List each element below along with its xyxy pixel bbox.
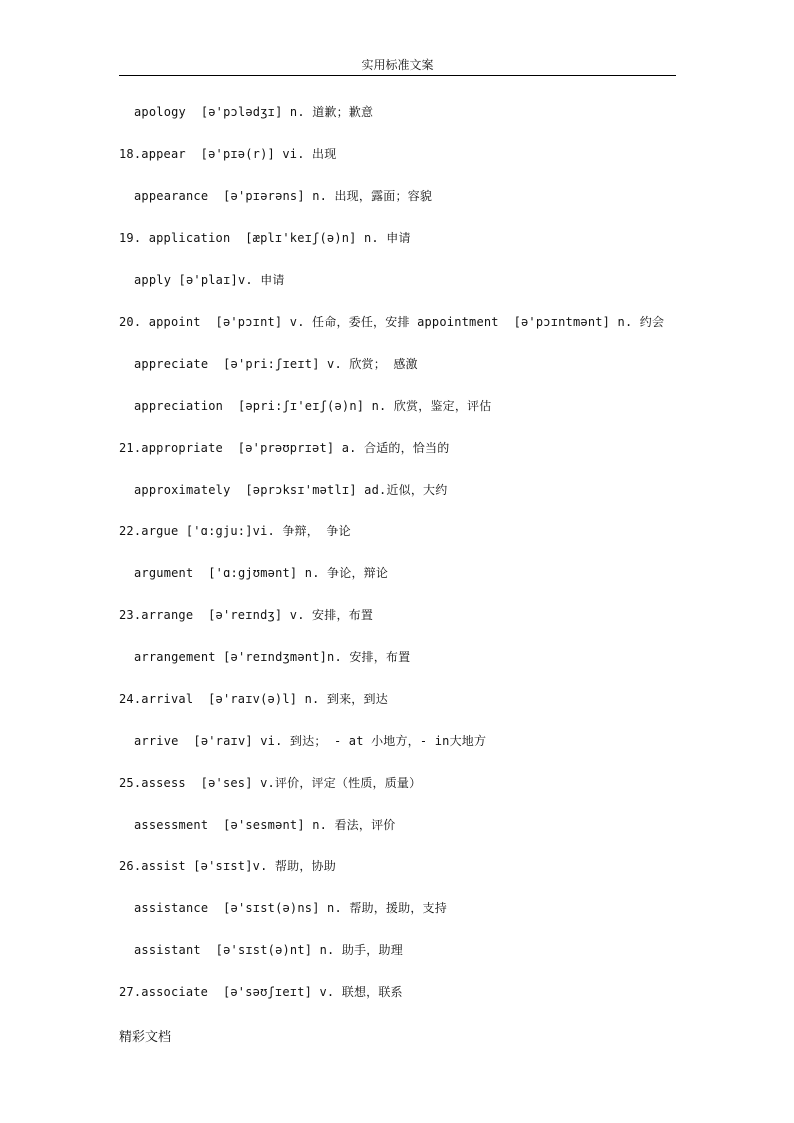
vocab-entry-arrange: 23.arrange [ə'reɪndʒ] v. 安排，布置 xyxy=(119,608,374,622)
vocab-entry-assistance: assistance [ə'sɪst(ə)ns] n. 帮助，援助，支持 xyxy=(134,901,447,915)
vocab-entry-application: 19. application [æplɪ'keɪʃ(ə)n] n. 申请 xyxy=(119,231,411,245)
page-footer xyxy=(119,1029,171,1047)
vocab-entry-assessment: assessment [ə'sesmənt] n. 看法，评价 xyxy=(134,818,396,832)
vocab-entry-apply: apply [ə'plaɪ]v. 申请 xyxy=(134,273,285,287)
vocab-entry-appear: 18.appear [ə'pɪə(r)] vi. 出现 xyxy=(119,147,337,161)
page-header xyxy=(119,56,676,76)
vocab-entry-assistant: assistant [ə'sɪst(ə)nt] n. 助手，助理 xyxy=(134,943,403,957)
vocab-entry-argue: 22.argue ['ɑ:gju:]vi. 争辩， 争论 xyxy=(119,524,351,538)
vocab-entry-appreciation: appreciation [əpri:ʃɪ'eɪʃ(ə)n] n. 欣赏，鉴定，评估 xyxy=(134,399,492,413)
vocab-entry-arrangement: arrangement [ə'reɪndʒmənt]n. 安排，布置 xyxy=(134,650,411,664)
header-title: 实用标准文案 xyxy=(361,58,434,72)
vocab-entry-apology: apology [ə'pɔlədʒɪ] n. 道歉；歉意 xyxy=(134,105,374,119)
vocab-entry-appearance: appearance [ə'pɪərəns] n. 出现，露面；容貌 xyxy=(134,189,433,203)
vocab-entry-appreciate: appreciate [ə'pri:ʃɪeɪt] v. 欣赏； 感激 xyxy=(134,357,418,371)
vocab-entry-appoint: 20. appoint [ə'pɔɪnt] v. 任命，委任，安排 appointment [ə'pɔɪntmənt] n. 约会 xyxy=(119,315,665,329)
vocab-entry-appropriate: 21.appropriate [ə'prəʊprɪət] a. 合适的，恰当的 xyxy=(119,441,450,455)
vocab-entry-approximately: approximately [əprɔksɪ'mətlɪ] ad.近似，大约 xyxy=(134,483,448,497)
vocab-entry-arrive: arrive [ə'raɪv] vi. 到达； - at 小地方，- in大地方 xyxy=(134,734,487,748)
vocab-entry-associate: 27.associate [ə'səʊʃɪeɪt] v. 联想，联系 xyxy=(119,985,403,999)
vocab-entry-assist: 26.assist [ə'sɪst]v. 帮助，协助 xyxy=(119,859,336,873)
vocab-entry-assess: 25.assess [ə'ses] v.评价，评定（性质，质量） xyxy=(119,776,422,790)
vocab-entry-arrival: 24.arrival [ə'raɪv(ə)l] n. 到来，到达 xyxy=(119,692,388,706)
footer-text: 精彩文档 xyxy=(119,1030,172,1045)
vocab-entry-argument: argument ['ɑ:gjʊmənt] n. 争论，辩论 xyxy=(134,566,389,580)
